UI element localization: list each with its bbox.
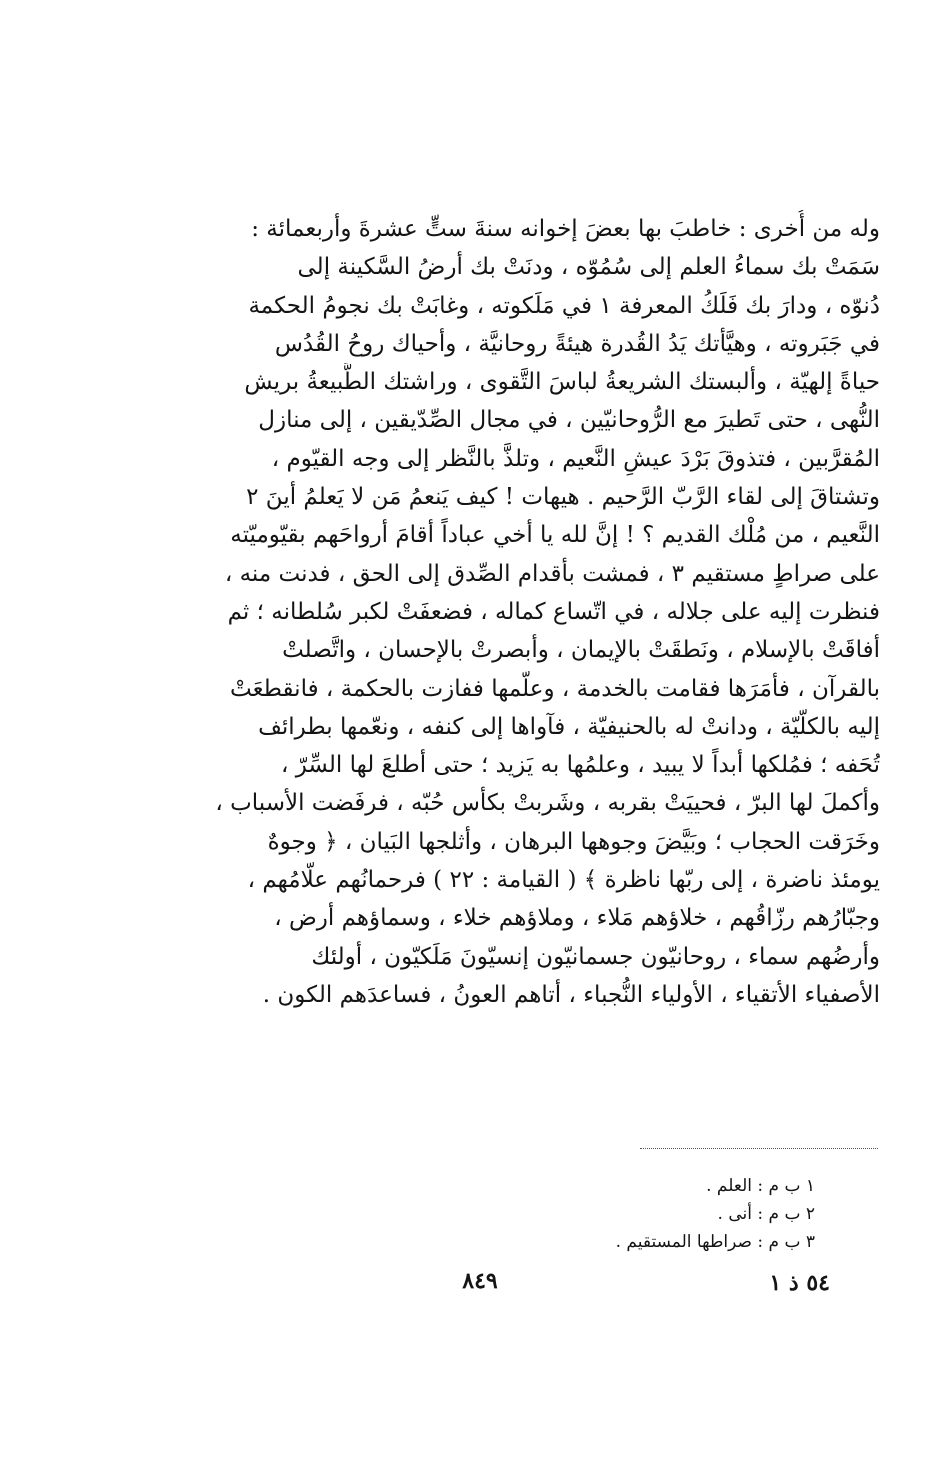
- footnote-divider: [640, 1148, 878, 1149]
- text-line: وتشتاقَ إلى لقاء الرَّبّ الرَّحيم . هيهات ! كيف يَنعمُ مَن لا يَعلمُ أينَ ٢: [246, 484, 880, 511]
- text-line: فنظرت إليه على جلاله ، في اتّساع كماله ، فضعفَتْ لكبر سُلطانه ؛ ثم: [227, 598, 880, 625]
- footnote: ٢ ب م : أنى .: [717, 1204, 815, 1224]
- text-line: المُقرَّبين ، فتذوقَ بَرْدَ عيشِ النَّعيم ، وتلذَّ بالنَّظر إلى وجه القيّوم ،: [271, 445, 880, 472]
- text-line: النَّعيم ، من مُلْك القديم ؟ ! إنَّ لله يا أخي عباداً أقامَ أرواحَهم بقيّوميّته: [230, 522, 880, 549]
- footnote: ١ ب م : العلم .: [706, 1176, 815, 1196]
- text-line: سَمَتْ بك سماءُ العلم إلى سُمُوّه ، ودنَتْ بك أرضُ السَّكينة إلى: [297, 254, 880, 281]
- text-line: بالقرآن ، فأمَرَها فقامت بالخدمة ، وعلّمها ففازت بالحكمة ، فانقطعَتْ: [229, 675, 880, 702]
- text-line: أفاقَتْ بالإسلام ، ونَطقَتْ بالإيمان ، وأبصرتْ بالإحسان ، واتَّصلتْ: [282, 637, 880, 664]
- text-line: على صراطٍ مستقيم ٣ ، فمشت بأقدام الصِّدق إلى الحق ، فدنت منه ،: [224, 560, 880, 587]
- text-line: دُنوّه ، ودارَ بك فَلَكُ المعرفة ١ في مَلَكوته ، وغابَتْ بك نجومُ الحكمة: [248, 292, 880, 319]
- body-text: [150, 210, 880, 1014]
- page-number: ٨٤٩: [462, 1268, 498, 1294]
- text-line: إليه بالكلّيّة ، ودانتْ له بالحنيفيّة ، فآواها إلى كنفه ، ونعّمها بطرائف: [258, 713, 880, 740]
- text-line: وأكملَ لها البرّ ، فحييَتْ بقربه ، وشَربتْ بكأس حُبّه ، فرفَضت الأسباب ،: [215, 790, 880, 817]
- text-line: وله من أُخرى : خاطبَ بها بعضَ إخوانه سنةَ ستٍّ عشرةَ وأربعمائة :: [251, 216, 880, 242]
- text-line: حياةً إلهيّة ، وألبستك الشريعةُ لباسَ التَّقوى ، وراشتك الطَّبيعةُ بريش: [244, 369, 880, 396]
- text-line: يومئذ ناضرة ، إلى ربّها ناظرة ﴾ ( القيامة : ٢٢ ) فرحمانُهم علّامُهم ،: [247, 867, 880, 894]
- printer-signature: ٥٤ ذ ١: [769, 1270, 830, 1296]
- text-line: وجبّارُهم رزّاقُهم ، خلاؤهم مَلاء ، وملاؤهم خلاء ، وسماؤهم أرض ،: [274, 905, 880, 932]
- text-line: وأرضُهم سماء ، روحانيّون جسمانيّون إنسيّونَ مَلَكيّون ، أولئك: [311, 943, 880, 970]
- text-line: النُّهى ، حتى تَطيرَ مع الرُّوحانيّين ، في مجال الصِّدّيقين ، إلى منازل: [258, 407, 880, 434]
- text-line: في جَبَروته ، وهيَّأتك يَدُ القُدرة هيئةً روحانيَّة ، وأحياك روحُ القُدُس: [274, 330, 880, 357]
- text-line: وخَرَقت الحجاب ؛ وبَيَّضَ وجوهها البرهان ، وأثلجها البَيان ، ﴿ وجوهٌ: [267, 828, 880, 855]
- text-line: الأصفياء الأتقياء ، الأولياء النُّجباء ، أتاهم العونُ ، فساعدَهم الكون .: [262, 981, 880, 1008]
- text-line: تُحَفه ؛ فمُلكها أبداً لا يبيد ، وعلمُها به يَزيد ؛ حتى أطلعَ لها السِّرّ ،: [280, 752, 880, 779]
- footnote: ٣ ب م : صراطها المستقيم .: [615, 1232, 815, 1252]
- footnotes: [520, 1172, 815, 1256]
